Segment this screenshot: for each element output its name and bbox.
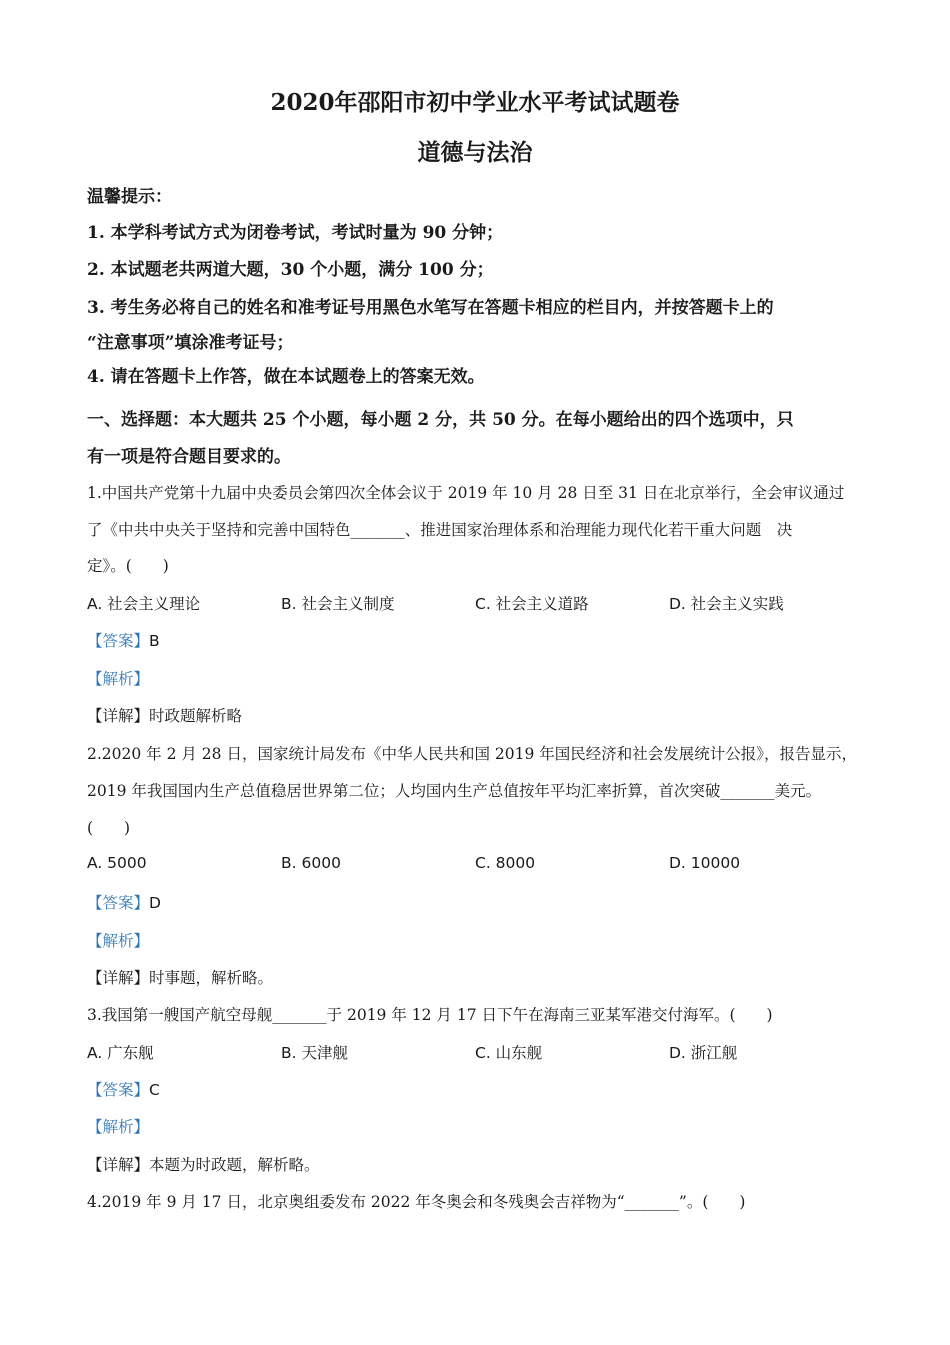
- question-2-text: ( ): [87, 819, 131, 837]
- detail-label: 【详解】: [87, 707, 150, 725]
- option-c: C. 山东舰: [475, 1044, 543, 1062]
- question-3-answer: [87, 1078, 870, 1100]
- exam-title: 2020年邵阳市初中学业水平考试试题卷: [270, 89, 680, 116]
- answer-value: C: [149, 1081, 160, 1099]
- notice-item: “注意事项”填涂准考证号；: [87, 333, 294, 353]
- question-1-text: 定》。( ): [87, 557, 169, 575]
- option-d: D. 10000: [669, 854, 741, 872]
- analysis-label: 【解析】: [87, 1118, 150, 1136]
- analysis-label: 【解析】: [87, 670, 150, 688]
- option-a: A. 社会主义理论: [87, 595, 201, 613]
- question-2-text: 2019 年我国国内生产总值稳居世界第二位；人均国内生产总值按年平均汇率折算，首次突破_______美元。: [87, 782, 822, 800]
- question-3-analysis: [87, 1115, 870, 1137]
- notice-item: 2. 本试题老共两道大题，30 个小题，满分 100 分；: [87, 260, 494, 280]
- detail-label: 【详解】: [87, 969, 150, 987]
- question-3-text: 3.我国第一艘国产航空母舰_______于 2019 年 12 月 17 日下午在海南三亚某军港交付海军。( ): [87, 1006, 773, 1024]
- notice-item: 4. 请在答题卡上作答，做在本试题卷上的答案无效。: [87, 367, 485, 387]
- question-1-options: [87, 592, 887, 614]
- notice-item: 1. 本学科考试方式为闭卷考试，考试时量为 90 分钟；: [87, 223, 504, 243]
- option-d: D. 社会主义实践: [669, 595, 784, 613]
- option-c: C. 8000: [475, 854, 536, 872]
- question-2-analysis: [87, 929, 870, 951]
- detail-text: 时事题，解析略。: [149, 969, 274, 987]
- option-d: D. 浙江舰: [669, 1044, 738, 1062]
- question-3-detail: [87, 1153, 870, 1175]
- answer-label: 【答案】: [87, 1081, 150, 1099]
- option-b: B. 6000: [281, 854, 341, 872]
- question-2-answer: [87, 891, 870, 913]
- answer-value: B: [149, 632, 160, 650]
- question-1-analysis: [87, 667, 870, 689]
- question-2-options: [87, 854, 887, 876]
- answer-label: 【答案】: [87, 894, 150, 912]
- question-1-answer: [87, 629, 870, 651]
- question-1-detail: [87, 704, 870, 726]
- question-1-text: 1.中国共产党第十九届中央委员会第四次全体会议于 2019 年 10 月 28 日至 31 日在北京举行，全会审议通过: [87, 484, 845, 502]
- question-2-text: 2.2020 年 2 月 28 日，国家统计局发布《中华人民共和国 2019 年国民经济和社会发展统计公报》，报告显示，: [87, 745, 858, 763]
- option-b: B. 社会主义制度: [281, 595, 395, 613]
- exam-subject: 道德与法治: [417, 139, 533, 166]
- notice-heading: 温馨提示：: [87, 187, 172, 207]
- option-c: C. 社会主义道路: [475, 595, 589, 613]
- answer-label: 【答案】: [87, 632, 150, 650]
- section-heading-cont: 有一项是符合题目要求的。: [87, 447, 291, 467]
- question-2-detail: [87, 966, 870, 988]
- answer-value: D: [149, 894, 161, 912]
- notice-item: 3. 考生务必将自己的姓名和准考证号用黑色水笔写在答题卡相应的栏目内，并按答题卡上的: [87, 298, 774, 318]
- option-b: B. 天津舰: [281, 1044, 348, 1062]
- question-3-options: [87, 1041, 887, 1063]
- option-a: A. 5000: [87, 854, 147, 872]
- detail-text: 本题为时政题，解析略。: [149, 1156, 320, 1174]
- question-4-text: 4.2019 年 9 月 17 日，北京奥组委发布 2022 年冬奥会和冬残奥会吉祥物为“_______”。( ): [87, 1193, 746, 1211]
- question-1-text: 了《中共中央关于坚持和完善中国特色_______、推进国家治理体系和治理能力现代化若干重大问题 决: [87, 521, 793, 539]
- detail-text: 时政题解析略: [149, 707, 243, 725]
- option-a: A. 广东舰: [87, 1044, 154, 1062]
- detail-label: 【详解】: [87, 1156, 150, 1174]
- analysis-label: 【解析】: [87, 932, 150, 950]
- section-heading: 一、选择题：本大题共 25 个小题，每小题 2 分，共 50 分。在每小题给出的四个选项中，只: [87, 410, 794, 430]
